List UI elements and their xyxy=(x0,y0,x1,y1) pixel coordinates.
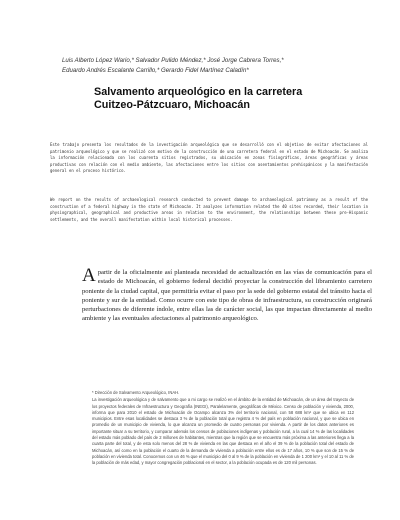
article-title xyxy=(94,86,354,112)
body-text: partir de la oficialmente así planteada necesidad de actualización en las vías de comunicación para el estado de Michoacán, el gobierno federal decidió proyectar la construcción del libramiento carretero poniente de la ciudad capital, que permitiría evitar el paso por la sede del gobierno estatal del tránsito hacia el poniente y sur de la entidad. Como ocurre con este tipo de obras de infraestructura, su construcción originará perturbaciones de diferente índole, entre ellas las de carácter social, las que impactan directamente al medio ambiente y las eventuales afectaciones al patrimonio arqueológico. xyxy=(82,269,372,323)
author-line: Eduardo Andrés Escalante Carrillo,* Gerardo Fidel Martínez Caladín* xyxy=(62,67,249,74)
footnote-text: La investigación arqueológica y de salvamento que a mi cargo se realizó en el ámbito de la entidad de Michoacán, de un área del trayecto de los proyectos federales de Infraestructura y Geografía (INEGI), Paralelamente, geográficas de México. Censo de población y vivienda, 2000, informa que para 2010 el estado de Michoacán de Ocampo alcanza 3% del territorio nacional, con 58 688 km² que se ubica en 112 municipios. Entre esas localidades se destaca 3 % de la población total que registra 4 % del país en población nacional, y que se ubica en promedio de un municipio de vivienda, lo que alcanza un promedio de cuatro personas por vivienda. A partir de los datos anteriores es importante situar a su territorio, y comparar además los censos de poblaciones indígenas y población rural, a la cual 14 % de las localidades del estado más poblado del país de 2 millones de habitantes, mientras que la región que se encuentra más próxima a las anteriores llega a la cuarta parte del total, y de esta solo menos del 28 % de vivienda en las que destaca en el año el 39 % de la población total del estado de Michoacán, así como en la población el cuarto de la demanda de vivienda a población entre ellos es de 17 años, 10 % que son de 15 % de población en vivienda total. Conocemos con un 46 % que el municipio del 0 al 9 % de la población en vivienda de 1 200 km² y el 10 al 11 % de la población de más edad, y mayor congregación poblacional en el sector, a la población ocupada es de 120 mil personas. xyxy=(92,397,354,466)
abstract-english: We report on the results of archaeological research conducted to prevent damage to archaeological patrimony as a result of the construction of a federal highway in the state of Michoacán. It analyzes information related the 40 sites recorded, their location in physiographical, geographical and productive areas in relation to the environment, the relationships between these pre-Hispanic settlements, and the overall manifestation within local historical processes. xyxy=(50,197,368,222)
title-line: Cuitzeo-Pátzcuaro, Michoacán xyxy=(94,99,250,111)
footnote xyxy=(92,390,354,467)
title-line: Salvamento arqueológico en la carretera xyxy=(94,86,303,98)
abstract-spanish: Este trabajo presenta los resultados de la investigación arqueológica que se desarrolló con el objetivo de evitar afectaciones al patrimonio arqueológico y que se realizó con motivo de la construcción de una carretera federal en el estado de Michoacán. Se analiza la información relacionada con los cuarenta sitios registrados, su ubicación en zonas fisiográficas, áreas geográficas y áreas productivas con relación con el medio ambiente, las afectaciones entre los sitios con asentamientos prehispánicos y la manifestación general en el proceso histórico. xyxy=(50,142,368,174)
drop-cap: A xyxy=(82,265,96,286)
footnote-heading: * Dirección de Salvamento Arqueológico, INAH. xyxy=(92,390,180,395)
author-line: Luis Alberto López Wario,* Salvador Pulido Méndez,* José Jorge Cabrera Torres,* xyxy=(62,57,284,64)
author-list xyxy=(62,56,362,76)
body-paragraph xyxy=(82,265,372,324)
